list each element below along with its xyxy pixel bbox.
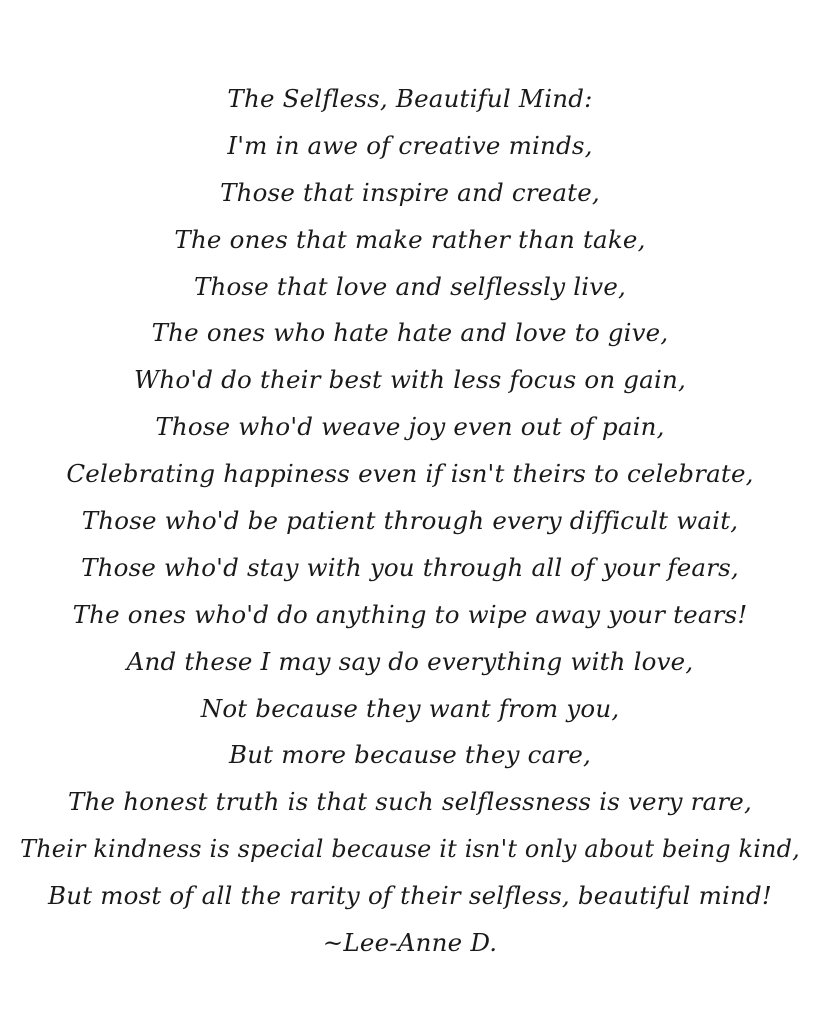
poem-line: I'm in awe of creative minds,: [227, 130, 593, 160]
poem-line: The ones that make rather than take,: [174, 224, 646, 254]
poem-line: Those who'd weave joy even out of pain,: [155, 412, 665, 442]
poem-line: Celebrating happiness even if isn't theirs to celebrate,: [66, 459, 754, 489]
poem-line: Not because they want from you,: [200, 693, 620, 723]
poem-line: But more because they care,: [228, 740, 592, 770]
poem-line: Those who'd be patient through every difficult wait,: [81, 506, 739, 536]
poem-line: The honest truth is that such selflessness is very rare,: [68, 787, 752, 817]
poem-line: Their kindness is special because it isn't only about being kind,: [20, 835, 800, 864]
poem-line: Those that inspire and create,: [220, 177, 600, 207]
poem-line: Those that love and selflessly live,: [193, 271, 627, 301]
poem-body: [0, 76, 820, 967]
poem-line: The ones who hate hate and love to give,: [151, 318, 669, 348]
poem-line: And these I may say do everything with love,: [126, 646, 694, 676]
poem-line: Those who'd stay with you through all of your fears,: [81, 552, 739, 582]
poem-title: The Selfless, Beautiful Mind:: [227, 84, 593, 113]
poem-signature: ~Lee-Anne D.: [322, 928, 498, 958]
poem-line: Who'd do their best with less focus on gain,: [134, 365, 686, 395]
poem-line: But most of all the rarity of their selfless, beautiful mind!: [48, 881, 772, 911]
poem-line: The ones who'd do anything to wipe away your tears!: [72, 599, 748, 629]
